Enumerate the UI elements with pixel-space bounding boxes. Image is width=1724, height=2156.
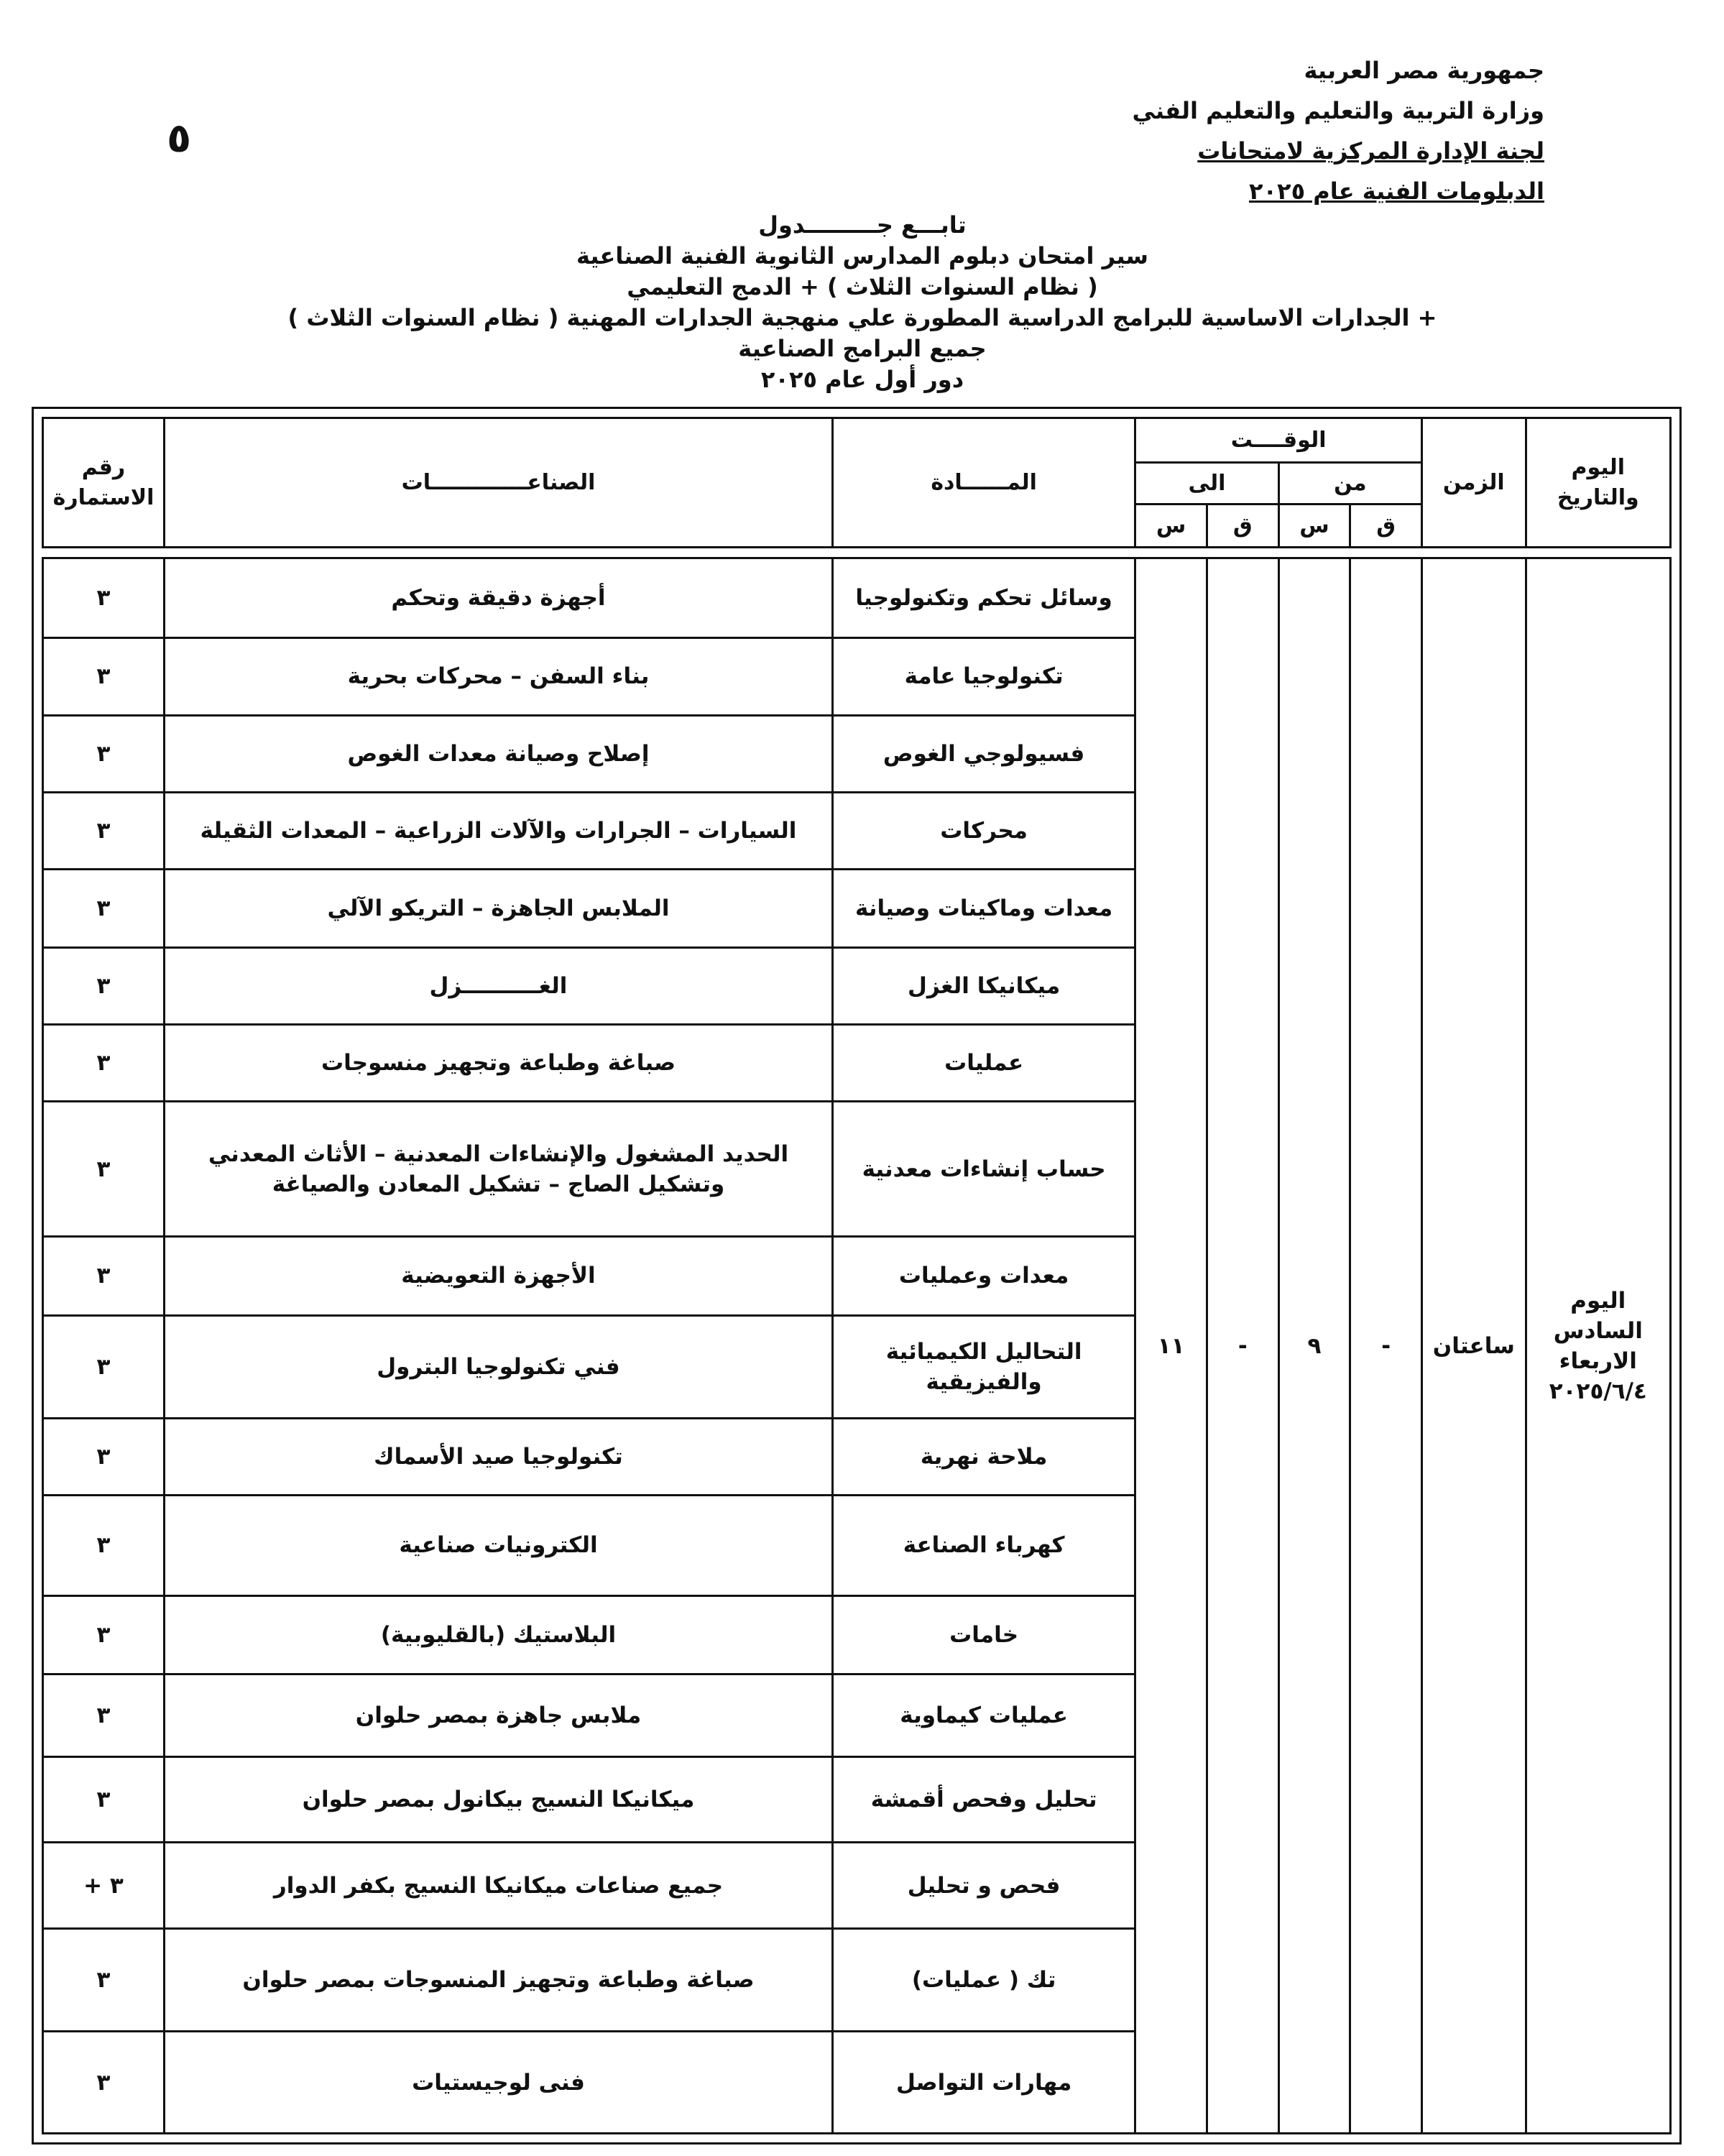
- form-number-cell: ٣: [43, 1102, 165, 1237]
- header-subject: المــــــادة: [832, 418, 1135, 548]
- exam-schedule-table: [42, 417, 1672, 2134]
- title-continued: تابـــع جـــــــــدول: [758, 211, 967, 239]
- form-number-cell: ٣: [43, 1496, 165, 1596]
- header-time: الوقــــت: [1135, 418, 1422, 463]
- industries-cell: الكترونيات صناعية: [164, 1496, 832, 1596]
- subject-cell: التحاليل الكيميائية والفيزيقية: [832, 1315, 1135, 1419]
- title-competencies: + الجدارات الاساسية للبرامج الدراسية المطورة علي منهجية الجدارات المهنية ( نظام السنوات الثلاث ): [287, 304, 1437, 331]
- subject-cell: معدات وعمليات: [832, 1237, 1135, 1315]
- form-number-cell: ٣: [43, 1025, 165, 1102]
- form-number-cell: ٣: [43, 558, 165, 638]
- subject-cell: محركات: [832, 792, 1135, 869]
- to-minute-cell: -: [1207, 558, 1278, 2134]
- industries-cell: أجهزة دقيقة وتحكم: [164, 558, 832, 638]
- header-to-minute: ق: [1207, 505, 1278, 548]
- title-session: دور أول عام ٢٠٢٥: [760, 366, 964, 393]
- from-hour-cell: ٩: [1278, 558, 1350, 2134]
- form-number-cell: ٣: [43, 1315, 165, 1419]
- form-number-cell: ٣ +: [43, 1843, 165, 1928]
- subject-cell: كهرباء الصناعة: [832, 1496, 1135, 1596]
- header-duration: الزمن: [1422, 418, 1526, 548]
- header-to: الى: [1135, 463, 1278, 505]
- document-header: [1133, 50, 1544, 211]
- day-date-cell: [1526, 558, 1670, 2134]
- subject-cell: ملاحة نهرية: [832, 1419, 1135, 1496]
- industries-cell: فني تكنولوجيا البترول: [164, 1315, 832, 1419]
- page-number: ٥: [167, 115, 192, 162]
- industries-cell: ميكانيكا النسيج بيكانول بمصر حلوان: [164, 1757, 832, 1843]
- subject-cell: فحص و تحليل: [832, 1843, 1135, 1928]
- industries-cell: فنى لوجيستيات: [164, 2032, 832, 2134]
- form-number-cell: ٣: [43, 638, 165, 715]
- subject-cell: وسائل تحكم وتكنولوجيا: [832, 558, 1135, 638]
- form-number-cell: ٣: [43, 715, 165, 792]
- header-from-hour: س: [1278, 505, 1350, 548]
- industries-cell: ملابس جاهزة بمصر حلوان: [164, 1674, 832, 1756]
- industries-cell: بناء السفن – محركات بحرية: [164, 638, 832, 715]
- industries-cell: تكنولوجيا صيد الأسماك: [164, 1419, 832, 1496]
- header-diplomas: الدبلومات الفنية عام ٢٠٢٥: [1248, 178, 1544, 205]
- subject-cell: خامات: [832, 1595, 1135, 1674]
- form-number-cell: ٣: [43, 1928, 165, 2032]
- header-to-hour: س: [1135, 505, 1207, 548]
- header-country: جمهورية مصر العربية: [1304, 57, 1544, 84]
- header-ministry: وزارة التربية والتعليم والتعليم الفني: [1132, 97, 1544, 124]
- subject-cell: تكنولوجيا عامة: [832, 638, 1135, 715]
- subject-cell: تحليل وفحص أقمشة: [832, 1757, 1135, 1843]
- header-day-date: اليوم والتاريخ: [1526, 418, 1670, 548]
- industries-cell: الملابس الجاهزة – التريكو الآلي: [164, 869, 832, 947]
- subject-cell: فسيولوجي الغوص: [832, 715, 1135, 792]
- to-hour-cell: ١١: [1135, 558, 1207, 2134]
- form-number-cell: ٣: [43, 1237, 165, 1315]
- industries-cell: جميع صناعات ميكانيكا النسيج بكفر الدوار: [164, 1843, 832, 1928]
- schedule-titles: [287, 210, 1437, 395]
- subject-cell: عمليات: [832, 1025, 1135, 1102]
- header-from: من: [1278, 463, 1421, 505]
- header-from-minute: ق: [1350, 505, 1422, 548]
- table-row: [43, 558, 1671, 638]
- header-industries: الصناعـــــــــــــات: [164, 418, 832, 548]
- form-number-cell: ٣: [43, 948, 165, 1025]
- industries-cell: إصلاح وصيانة معدات الغوص: [164, 715, 832, 792]
- title-programs: جميع البرامج الصناعية: [738, 335, 987, 362]
- form-number-cell: ٣: [43, 2032, 165, 2134]
- form-number-cell: ٣: [43, 792, 165, 869]
- form-number-cell: ٣: [43, 1595, 165, 1674]
- subject-cell: مهارات التواصل: [832, 2032, 1135, 2134]
- duration-cell: ساعتان: [1422, 558, 1526, 2134]
- subject-cell: حساب إنشاءات معدنية: [832, 1102, 1135, 1237]
- title-system: ( نظام السنوات الثلاث ) + الدمج التعليمي: [627, 273, 1098, 300]
- title-exam: سير امتحان دبلوم المدارس الثانوية الفنية الصناعية: [576, 242, 1149, 270]
- subject-cell: ميكانيكا الغزل: [832, 948, 1135, 1025]
- industries-cell: السيارات – الجرارات والآلات الزراعية – المعدات الثقيلة: [164, 792, 832, 869]
- industries-cell: صباغة وطباعة وتجهيز المنسوجات بمصر حلوان: [164, 1928, 832, 2032]
- form-number-cell: ٣: [43, 1757, 165, 1843]
- industries-cell: البلاستيك (بالقليوبية): [164, 1595, 832, 1674]
- header-form-number: رقم الاستمارة: [43, 418, 165, 548]
- subject-cell: عمليات كيماوية: [832, 1674, 1135, 1756]
- form-number-cell: ٣: [43, 1674, 165, 1756]
- industries-cell: الغــــــــــزل: [164, 948, 832, 1025]
- industries-cell: صباغة وطباعة وتجهيز منسوجات: [164, 1025, 832, 1102]
- subject-cell: تك ( عمليات): [832, 1928, 1135, 2032]
- day-label: اليوم: [1570, 1287, 1626, 1314]
- header-committee: لجنة الإدارة المركزية لامتحانات: [1197, 137, 1544, 165]
- subject-cell: معدات وماكينات وصيانة: [832, 869, 1135, 947]
- day-date: ٢٠٢٥/٦/٤: [1549, 1378, 1647, 1404]
- industries-cell: الحديد المشغول والإنشاءات المعدنية – الأثاث المعدني وتشكيل الصاج – تشكيل المعادن والصياغة: [164, 1102, 832, 1237]
- day-weekday: الاربعاء: [1559, 1348, 1637, 1374]
- form-number-cell: ٣: [43, 869, 165, 947]
- industries-cell: الأجهزة التعويضية: [164, 1237, 832, 1315]
- day-ordinal: السادس: [1553, 1317, 1643, 1344]
- form-number-cell: ٣: [43, 1419, 165, 1496]
- from-minute-cell: -: [1350, 558, 1422, 2134]
- table-gap: [43, 548, 1671, 558]
